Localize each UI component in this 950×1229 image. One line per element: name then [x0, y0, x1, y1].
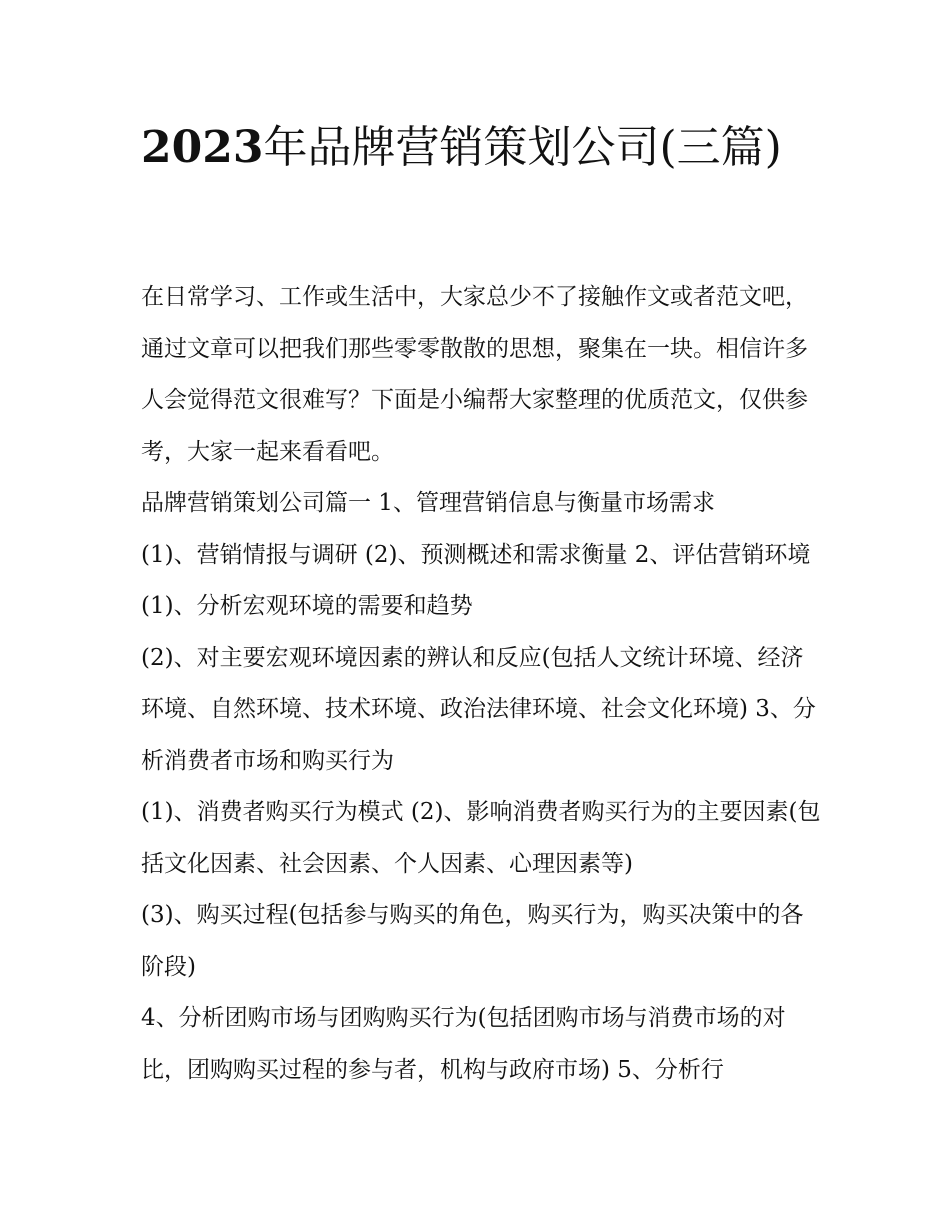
paragraph-section-1: 品牌营销策划公司篇一 1、管理营销信息与衡量市场需求 [141, 490, 715, 516]
paragraph-item-3: (1)、消费者购买行为模式 (2)、影响消费者购买行为的主要因素(包括文化因素、社会因素、个人因素、心理因素等) [141, 799, 821, 877]
document-body [141, 272, 821, 1096]
paragraph-item-4: (3)、购买过程(包括参与购买的角色，购买行为，购买决策中的各阶段) [141, 902, 804, 980]
paragraph-item-5: 4、分析团购市场与团购购买行为(包括团购市场与消费市场的对比，团购购买过程的参与者，机构与政府市场) 5、分析行 [141, 1005, 786, 1083]
paragraph-intro: 在日常学习、工作或生活中，大家总少不了接触作文或者范文吧，通过文章可以把我们那些零零散散的思想，聚集在一块。相信许多人会觉得范文很难写？下面是小编帮大家整理的优质范文，仅供参考，大家一起来看看吧。 [141, 284, 808, 465]
title-year: 2023 [141, 122, 264, 173]
paragraph-item-2: (2)、对主要宏观环境因素的辨认和反应(包括人文统计环境、经济环境、自然环境、技术环境、政治法律环境、社会文化环境) 3、分析消费者市场和购买行为 [141, 644, 816, 774]
paragraph-item-1: (1)、营销情报与调研 (2)、预测概述和需求衡量 2、评估营销环境 (1)、分析宏观环境的需要和趋势 [141, 541, 811, 619]
document-title [141, 112, 821, 184]
title-text: 年品牌营销策划公司(三篇) [263, 122, 782, 173]
